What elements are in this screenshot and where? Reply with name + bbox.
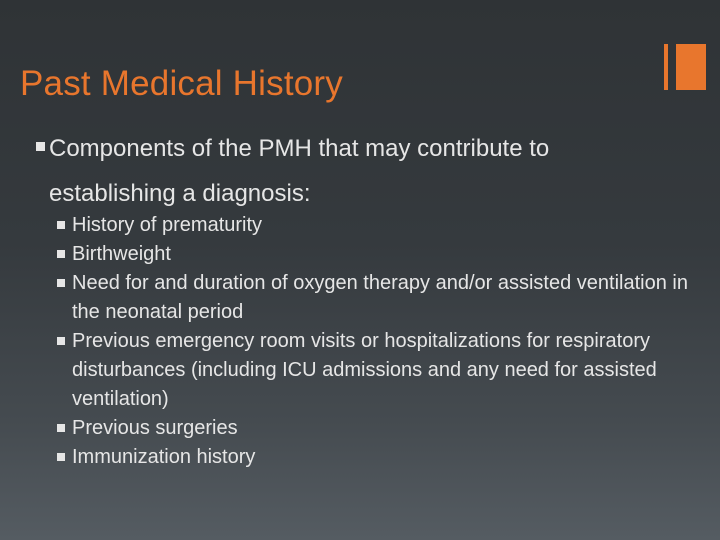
list-item [57,240,697,269]
list-item [57,414,697,443]
corner-accent-decoration [664,44,706,90]
accent-thin-bar [664,44,668,90]
list-item [57,443,697,472]
accent-thick-bar [676,44,706,90]
list-item [57,269,697,327]
list-item-text: History of prematurity [72,214,263,236]
square-bullet-icon [36,142,45,151]
square-bullet-icon [57,250,65,258]
main-bullet-line2: establishing a diagnosis: [49,180,311,207]
list-item [57,211,697,240]
list-item-text: Need for and duration of oxygen therapy and/or assisted ventilation in the neonatal period [72,272,688,323]
list-item [57,327,697,414]
list-item-text: Previous surgeries [72,417,238,439]
square-bullet-icon [57,424,65,432]
square-bullet-icon [57,279,65,287]
sub-bullet-list [57,211,697,472]
list-item-text: Birthweight [72,243,171,265]
slide-title: Past Medical History [20,64,343,103]
list-item-text: Previous emergency room visits or hospitalizations for respiratory disturbances (including ICU admissions and any need for assisted ventilation) [72,330,657,410]
square-bullet-icon [57,453,65,461]
list-item-text: Immunization history [72,446,256,468]
square-bullet-icon [57,221,65,229]
main-bullet-line1: Components of the PMH that may contribute to [49,135,550,162]
square-bullet-icon [57,337,65,345]
main-bullet [36,126,676,216]
